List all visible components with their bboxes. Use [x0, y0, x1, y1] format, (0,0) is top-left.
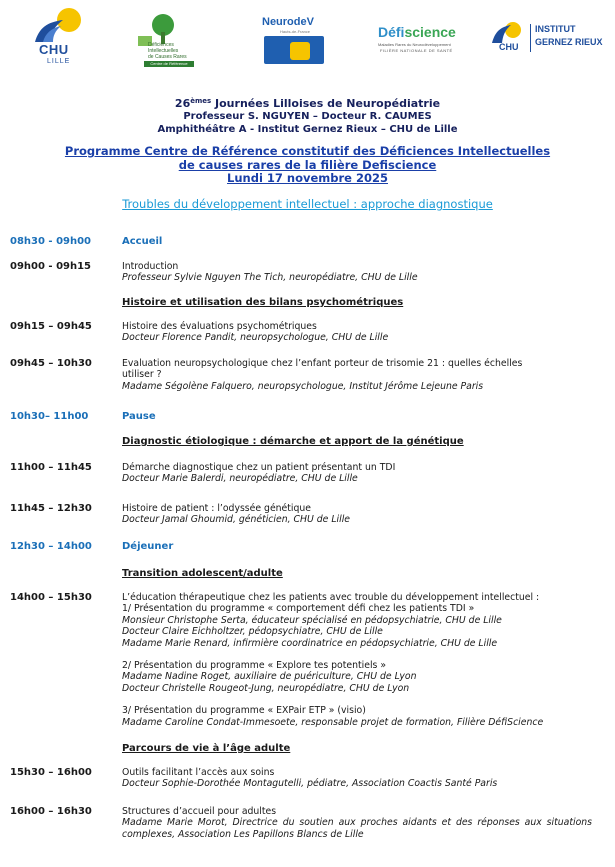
- session-time: 12h30 – 14h00: [10, 541, 92, 552]
- session-title: Outils facilitant l’accès aux soins: [122, 767, 275, 778]
- session-title-continued: utiliser ?: [122, 369, 162, 381]
- session-title: Structures d’accueil pour adultes: [122, 806, 277, 817]
- session-title: Déjeuner: [122, 541, 174, 552]
- session-title: Introduction: [122, 261, 179, 272]
- wing-icon: [491, 24, 513, 44]
- session-time: 14h00 – 15h30: [10, 592, 92, 603]
- section-heading: Diagnostic étiologique : démarche et apport de la génétique: [122, 436, 464, 447]
- wing-icon: [33, 18, 67, 44]
- event-date: Lundi 17 novembre 2025: [227, 171, 388, 185]
- session-speaker: Madame Caroline Condat-Immesoete, responsable projet de formation, Filière DéfiScience: [122, 716, 544, 728]
- programme-title-line2: de causes rares de la filière Defiscience: [178, 158, 437, 172]
- chu-lille-logo: [27, 8, 87, 66]
- neurodev-logo: NeurodeV Hauts-de-France: [262, 16, 324, 64]
- session-time: 10h30– 11h00: [10, 411, 89, 422]
- session-speaker: Madame Marie Morot, Directrice du soutien aux proches aidants et des réponses aux situations complexes, Association Les Papillons Blancs de Lille: [122, 817, 592, 840]
- session-time: 09h45 – 10h30: [10, 358, 92, 369]
- section-heading: Parcours de vie à l’âge adulte: [122, 743, 291, 754]
- session-title: Pause: [122, 411, 156, 422]
- venue: Amphithéâtre A - Institut Gernez Rieux – CHU de Lille: [157, 124, 458, 135]
- session-speaker: Madame Nadine Roget, auxiliaire de puériculture, CHU de Lyon: [122, 671, 417, 683]
- sub-programme-title: 2/ Présentation du programme « Explore tes potentiels »: [122, 660, 387, 672]
- session-title: Histoire des évaluations psychométriques: [122, 321, 317, 332]
- session-time: 09h15 – 09h45: [10, 321, 92, 332]
- session-time: 16h00 – 16h30: [10, 806, 92, 817]
- session-time: 11h45 – 12h30: [10, 503, 92, 514]
- session-speaker: Madame Marie Renard, infirmière coordinatrice en pédopsychiatrie, CHU de Lille: [122, 637, 498, 649]
- organizers: Professeur S. NGUYEN – Docteur R. CAUMES: [183, 111, 432, 122]
- defiscience-logo: Défiscience Maladies Rares du Neurodéveloppement FILIÈRE NATIONALE DE SANTÉ: [378, 24, 456, 53]
- session-title: Accueil: [122, 236, 163, 247]
- sub-programme-title: 1/ Présentation du programme « comportement défi chez les patients TDI »: [122, 603, 475, 615]
- section-heading: Transition adolescent/adulte: [122, 568, 283, 579]
- chu-logo-text: CHU: [39, 42, 69, 57]
- session-title: Démarche diagnostique chez un patient présentant un TDI: [122, 462, 396, 473]
- session-time: 09h00 - 09h15: [10, 261, 92, 272]
- chu-logo-subtext: LILLE: [47, 58, 71, 65]
- programme-title-line1: Programme Centre de Référence constitutif des Déficiences Intellectuelles: [64, 144, 551, 158]
- theme-title: Troubles du développement intellectuel : approche diagnostique: [122, 197, 493, 211]
- section-heading: Histoire et utilisation des bilans psychométriques: [122, 297, 404, 308]
- deficiences-intellectuelles-logo: Déficiences Intellectuelles de Causes Rares Centre de Référence: [134, 14, 194, 66]
- session-speaker: Professeur Sylvie Nguyen The Tich, neuropédiatre, CHU de Lille: [122, 272, 418, 284]
- session-title: Histoire de patient : l’odyssée génétique: [122, 503, 312, 514]
- logo-bar: [0, 0, 615, 78]
- session-title: Evaluation neuropsychologique chez l’enfant porteur de trisomie 21 : quelles échelles: [122, 358, 523, 369]
- session-speaker: Docteur Sophie-Dorothée Montagutelli, pédiatre, Association Coactis Santé Paris: [122, 778, 498, 790]
- event-title: 26èmes Journées Lilloises de Neuropédiatrie: [174, 97, 441, 110]
- session-title: L’éducation thérapeutique chez les patients avec trouble du développement intellectuel :: [122, 592, 540, 603]
- session-speaker: Madame Ségolène Falquero, neuropsychologue, Institut Jérôme Lejeune Paris: [122, 380, 484, 392]
- session-time: 08h30 - 09h00: [10, 236, 92, 247]
- session-speaker: Docteur Claire Eichholtzer, pédopsychiatre, CHU de Lille: [122, 626, 383, 638]
- neurodev-emblem-icon: [290, 42, 310, 60]
- sub-programme-title: 3/ Présentation du programme « EXPair ETP » (visio): [122, 705, 366, 717]
- session-speaker: Docteur Christelle Rougeot-Jung, neuropédiatre, CHU de Lyon: [122, 682, 410, 694]
- session-speaker: Docteur Jamal Ghoumid, généticien, CHU de Lille: [122, 514, 350, 526]
- session-time: 15h30 – 16h00: [10, 767, 92, 778]
- institut-gernez-rieux-logo: CHU INSTITUT GERNEZ RIEUX: [491, 16, 611, 66]
- session-speaker: Monsieur Christophe Serta, éducateur spécialisé en pédopsychiatrie, CHU de Lille: [122, 614, 502, 626]
- session-time: 11h00 – 11h45: [10, 462, 92, 473]
- session-speaker: Docteur Florence Pandit, neuropsychologue, CHU de Lille: [122, 332, 389, 344]
- session-speaker: Docteur Marie Balerdi, neuropédiatre, CHU de Lille: [122, 473, 358, 485]
